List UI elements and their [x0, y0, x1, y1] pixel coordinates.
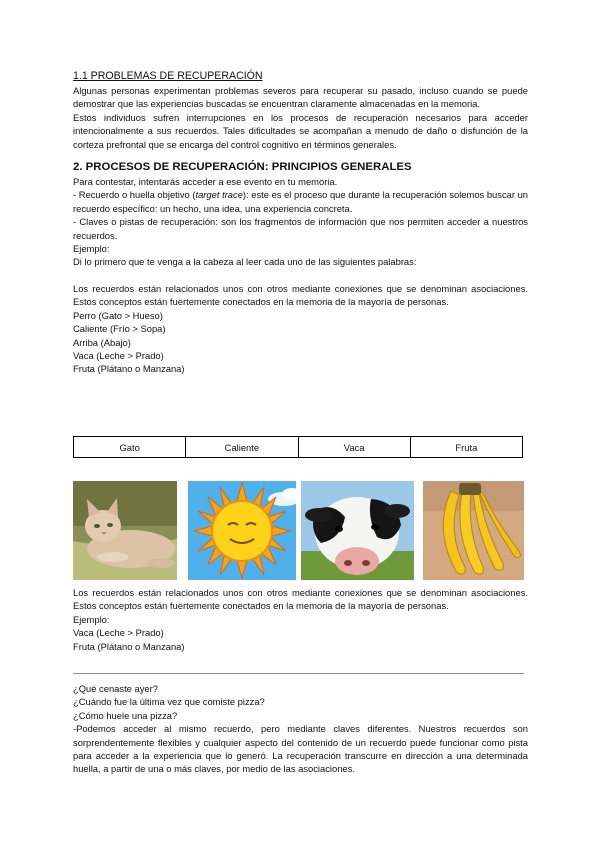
example-label-2: Ejemplo:	[73, 613, 110, 625]
question-item: ¿Qué cenaste ayer?	[73, 683, 158, 694]
cue-word-table	[73, 436, 523, 458]
smiling-sun-illustration	[188, 481, 296, 580]
assoc-list-item: Arriba (Abajo)	[73, 336, 131, 348]
cue-cell: Vaca	[298, 437, 410, 458]
section-heading-2: 2. PROCESOS DE RECUPERACIÓN: PRINCIPIOS GENERALES	[73, 161, 412, 174]
target-trace-term: target trace	[195, 189, 243, 201]
associations-paragraph-repeat: Los recuerdos están relacionados unos con otros mediante conexiones que se denominan asociaciones. Estos conceptos están fuertemente conectados en la memoria de la mayoría de personas.	[73, 587, 528, 612]
assoc-list-item: Fruta (Plátano o Manzana)	[73, 363, 185, 375]
document-body	[73, 70, 528, 376]
section-heading-1-1: 1.1 PROBLEMAS DE RECUPERACIÓN	[73, 70, 263, 82]
associations-recap	[73, 586, 528, 653]
paragraph-problems-1: Algunas personas experimentan problemas severos para recuperar su pasado, incluso cuando se puede demostrar que las experiencias buscadas se encuentran claramente almacenadas en la memoria.	[73, 85, 528, 110]
bananas-photo	[423, 481, 524, 580]
cat-photo	[73, 481, 177, 580]
bullet-target-trace: - Recuerdo o huella objetivo (target trace): este es el proceso que durante la recuperación solemos buscar un recuerdo específico: un hecho, una idea, una experiencia concreta.	[73, 189, 529, 214]
example-label: Ejemplo:	[73, 243, 110, 255]
question-item: ¿Cuándo fue la última vez que comiste pizza?	[73, 696, 265, 708]
instruction-line: Di lo primero que te venga a la cabeza al leer cada uno de las siguientes palabras:	[73, 256, 417, 268]
cue-cell: Caliente	[186, 437, 298, 458]
assoc-list-item: Vaca (Leche > Prado)	[73, 349, 164, 361]
assoc-list-item: Perro (Gato > Hueso)	[73, 309, 163, 321]
questions-section	[73, 682, 528, 776]
assoc-list-item: Caliente (Frío > Sopa)	[73, 323, 166, 335]
example-list-item: Vaca (Leche > Prado)	[73, 627, 164, 639]
cue-cell: Fruta	[410, 437, 522, 458]
intro-line: Para contestar, intentarás acceder a ese evento en tu memoria.	[73, 176, 338, 188]
cow-photo	[301, 481, 414, 580]
paragraph-problems-2: Estos individuos sufren interrupciones en los procesos de recuperación necesarios para acceder intencionalmente a sus recuerdos. Tales dificultades se acompañan a menudo de daño o disfunción de la corteza prefrontal que se encarga del control cognitivo en términos generales.	[73, 111, 528, 150]
section-divider	[73, 673, 524, 674]
image-row	[73, 481, 524, 580]
example-list-item: Fruta (Plátano o Manzana)	[73, 640, 185, 652]
bullet-retrieval-cues: - Claves o pistas de recuperación: son los fragmentos de información que nos permiten acceder a nuestros recuerdos.	[73, 216, 528, 241]
question-item: ¿Cómo huele una pizza?	[73, 709, 178, 721]
cue-cell: Gato	[74, 437, 186, 458]
associations-paragraph: Los recuerdos están relacionados unos con otros mediante conexiones que se denominan asociaciones. Estos conceptos están fuertemente conectados en la memoria de la mayoría de personas.	[73, 282, 528, 308]
closing-paragraph: -Podemos acceder al mismo recuerdo, pero mediante claves diferentes. Nuestros recuerdos son sorprendentemente flexibles y cualquier aspecto del contenido de un recuerdo puede funcionar como pista para acceder a la experiencia que lo generó. La recuperación transcurre en dirección a una determinada huella, a partir de una o más claves, por medio de las asociaciones.	[73, 723, 528, 775]
